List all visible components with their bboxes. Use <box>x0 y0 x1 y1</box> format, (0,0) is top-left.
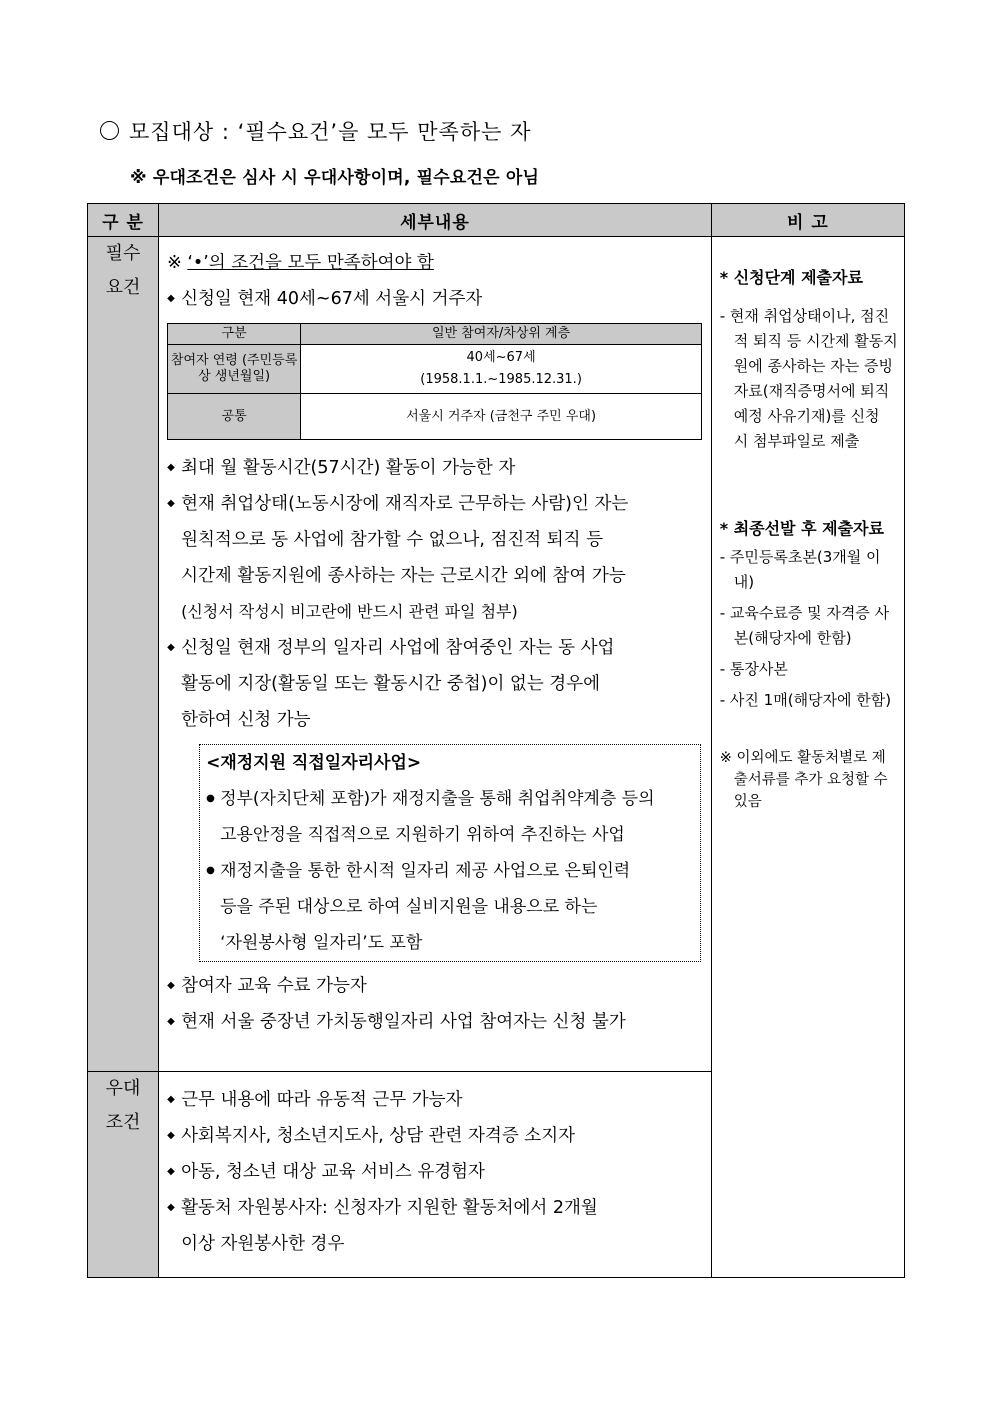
header-category: 구 분 <box>88 204 159 237</box>
diamond-bullet-icon: ◆ <box>167 1202 175 1213</box>
heading-text: 모집대상 : ‘필수요건’을 모두 만족하는 자 <box>129 120 532 144</box>
circle-bullet-icon <box>100 121 119 140</box>
remarks-section1-title: * 신청단계 제출자료 <box>719 268 863 287</box>
required-bullet-2 <box>167 450 703 486</box>
diamond-bullet-icon: ◆ <box>167 293 175 304</box>
bullet-text: 아동, 청소년 대상 교육 서비스 유경험자 <box>181 1162 485 1182</box>
direct-job-program-box <box>199 744 701 962</box>
condition-note <box>167 245 703 281</box>
diamond-bullet-icon: ◆ <box>167 1094 175 1105</box>
common-row-label: 공통 <box>168 394 301 440</box>
preferred-label-line1: 우대 <box>105 1078 141 1099</box>
age-table <box>167 323 702 440</box>
bullet-text-cont: 원칙적으로 동 사업에 참가할 수 없으나, 점진적 퇴직 등 <box>181 530 604 550</box>
dot-bullet-icon: ● <box>206 793 215 804</box>
required-details <box>159 237 712 1072</box>
preferred-details <box>159 1072 712 1278</box>
bullet-text-cont: (신청서 작성시 비고란에 반드시 관련 파일 첨부) <box>181 602 518 621</box>
bullet-text-cont: 시간제 활동지원에 종사하는 자는 근로시간 외에 참여 가능 <box>181 566 626 586</box>
bullet-text: 활동처 자원봉사자: 신청자가 지원한 활동처에서 2개월 <box>181 1198 598 1218</box>
bullet-text: 현재 서울 중장년 가치동행일자리 사업 참여자는 신청 불가 <box>181 1012 626 1032</box>
box-item-text: 재정지출을 통한 한시적 일자리 제공 사업으로 은퇴인력 <box>220 861 631 881</box>
remarks-footnote: ※ 이외에도 활동처별로 제출서류를 추가 요청할 수 있음 <box>719 750 888 810</box>
age-row-value <box>301 345 702 394</box>
diamond-bullet-icon: ◆ <box>167 462 175 473</box>
preferred-label <box>88 1072 159 1278</box>
required-label <box>88 237 159 1072</box>
required-label-line2: 요건 <box>105 277 141 298</box>
required-row <box>88 237 905 1072</box>
remarks-cell <box>711 237 904 1278</box>
box-item-text-cont: ‘자원봉사형 일자리’도 포함 <box>220 933 423 953</box>
remarks-section2-title: * 최종선발 후 제출자료 <box>719 519 884 538</box>
required-bullet-4 <box>167 630 703 666</box>
common-row-value: 서울시 거주자 (금천구 주민 우대) <box>301 394 702 440</box>
header-remarks: 비 고 <box>711 204 904 237</box>
bullet-text-cont: 활동에 지장(활동일 또는 활동시간 중첩)이 없는 경우에 <box>181 674 601 694</box>
condition-note-text: ‘•’의 조건을 모두 만족하여야 함 <box>187 253 434 273</box>
preferred-bullet-1 <box>167 1082 703 1118</box>
remarks-section2-item: - 교육수료증 및 자격증 사본(해당자에 한함) <box>719 604 890 647</box>
diamond-bullet-icon: ◆ <box>167 642 175 653</box>
preferred-bullet-3 <box>167 1154 703 1190</box>
diamond-bullet-icon: ◆ <box>167 1130 175 1141</box>
remarks-section2-item: - 통장사본 <box>719 660 788 678</box>
box-item-text-cont: 등을 주된 대상으로 하여 실비지원을 내용으로 하는 <box>220 897 598 917</box>
required-label-line1: 필수 <box>105 243 141 264</box>
box-item-text: 정부(자치단체 포함)가 재정지출을 통해 취업취약계층 등의 <box>220 789 655 809</box>
bullet-text: 현재 취업상태(노동시장에 재직자로 근무하는 사람)인 자는 <box>181 494 629 514</box>
diamond-bullet-icon: ◆ <box>167 980 175 991</box>
box-title: <재정지원 직접일자리사업> <box>206 753 422 773</box>
required-bullet-6 <box>167 1004 703 1040</box>
age-table-header-2: 일반 참여자/차상위 계층 <box>301 324 702 345</box>
bullet-text: 신청일 현재 정부의 일자리 사업에 참여중인 자는 동 사업 <box>181 638 615 658</box>
preferred-label-line2: 조건 <box>105 1112 141 1133</box>
age-row-label: 참여자 연령 (주민등록상 생년월일) <box>168 345 301 394</box>
reference-mark: ※ <box>167 253 188 273</box>
bullet-text: 사회복지사, 청소년지도사, 상담 관련 자격증 소지자 <box>181 1126 576 1146</box>
remarks-section1-item: - 현재 취업상태이나, 점진적 퇴직 등 시간제 활동지원에 종사하는 자는 증빙자료(재직증명서에 퇴직예정 사유기재)를 신청 시 첨부파일로 제출 <box>719 307 898 450</box>
diamond-bullet-icon: ◆ <box>167 1166 175 1177</box>
table-header-row <box>88 204 905 237</box>
bullet-text: 근무 내용에 따라 유동적 근무 가능자 <box>181 1090 463 1110</box>
diamond-bullet-icon: ◆ <box>167 498 175 509</box>
requirements-table <box>87 203 905 1278</box>
required-bullet-5 <box>167 968 703 1004</box>
remarks-section2-item: - 주민등록초본(3개월 이내) <box>719 548 881 591</box>
preferred-condition-note: ※ 우대조건은 심사 시 우대사항이며, 필수요건은 아님 <box>130 168 540 188</box>
bullet-text: 참여자 교육 수료 가능자 <box>181 976 367 996</box>
box-item-text-cont: 고용안정을 직접적으로 지원하기 위하여 추진하는 사업 <box>220 825 625 845</box>
dot-bullet-icon: ● <box>206 865 215 876</box>
required-bullet-1 <box>167 281 703 317</box>
header-details: 세부내용 <box>159 204 712 237</box>
age-table-header-1: 구분 <box>168 324 301 345</box>
birthdate-range: (1958.1.1.~1985.12.31.) <box>420 372 582 387</box>
diamond-bullet-icon: ◆ <box>167 1016 175 1027</box>
bullet-text: 신청일 현재 40세~67세 서울시 거주자 <box>181 289 483 309</box>
bullet-text-cont: 한하여 신청 가능 <box>181 710 311 730</box>
preferred-bullet-4 <box>167 1190 703 1226</box>
required-bullet-3 <box>167 486 703 522</box>
recruitment-target-heading <box>100 116 531 146</box>
preferred-bullet-2 <box>167 1118 703 1154</box>
bullet-text-cont: 이상 자원봉사한 경우 <box>181 1234 345 1254</box>
remarks-section2-item: - 사진 1매(해당자에 한함) <box>719 691 892 709</box>
bullet-text: 최대 월 활동시간(57시간) 활동이 가능한 자 <box>181 458 516 478</box>
age-range: 40세~67세 <box>466 350 536 365</box>
